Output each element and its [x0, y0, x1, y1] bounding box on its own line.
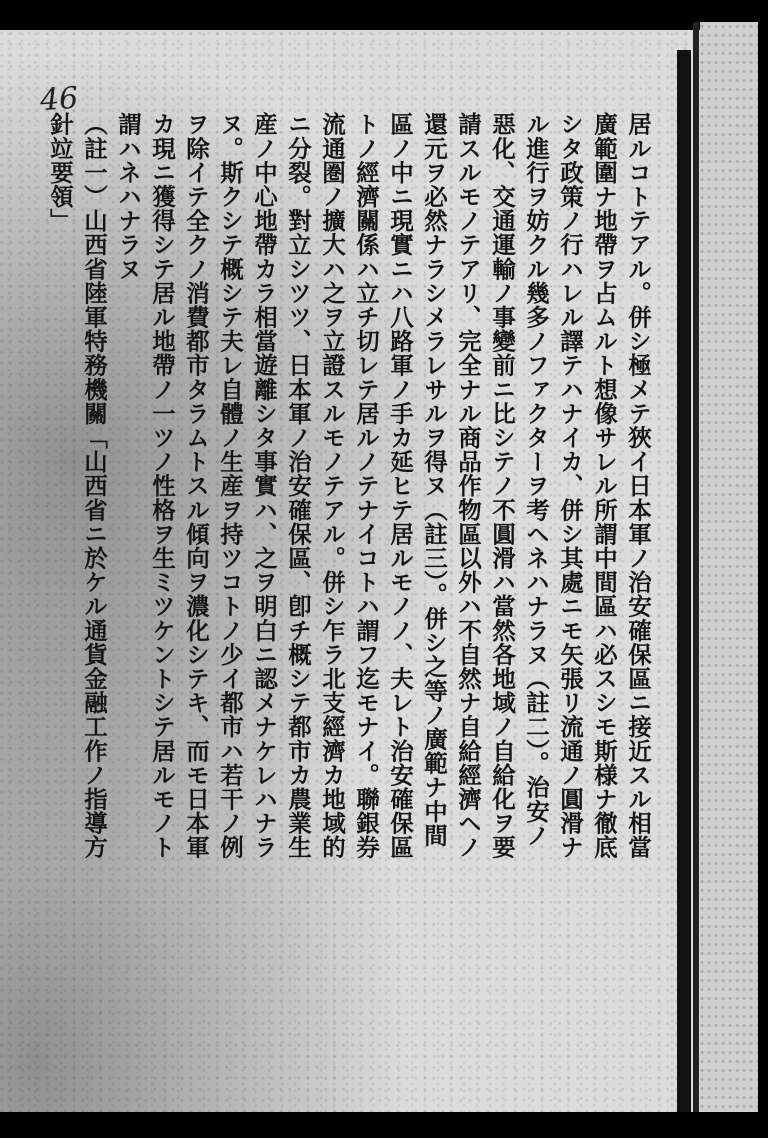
page-number: 46	[38, 80, 80, 119]
text-column: カ現ニ獲得シテ居ル地帶ノ一ツノ性格ヲ生ミツケントシテ居ルモノト	[148, 112, 176, 860]
text-column: ニ分裂。對立シツツ、日本軍ノ治安確保區、卽チ概シテ都市カ農業生	[284, 112, 312, 860]
text-column: 産ノ中心地帶カラ相當遊離シタ事實ハ、之ヲ明白ニ認メナケレハナラ	[250, 112, 278, 860]
page-edge-line	[693, 22, 699, 1117]
text-column: シタ政策ノ行ハレル譯テハナイカ、併シ其處ニモ矢張リ流通ノ圓滑ナ	[556, 112, 584, 860]
text-column: ヲ除イテ全クノ消費都市タラムトスル傾向ヲ濃化シテキ、而モ日本軍	[182, 112, 210, 860]
text-column: 惡化、交通運輸ノ事變前ニ比シテノ不圓滑ハ當然各地域ノ自給化ヲ要	[488, 112, 516, 860]
footnote-line: （註一）山西省陸軍特務機關「山西省ニ於ケル通貨金融工作ノ指導方	[80, 112, 108, 860]
text-column: 居ルコトテアル。併シ極メテ狹イ日本軍ノ治安確保區ニ接近スル相當	[624, 112, 652, 860]
text-column: 請スルモノテアリ、完全ナル商品作物區以外ハ不自然ナ自給經濟ヘノ	[454, 112, 482, 860]
scan-border-bottom	[0, 1112, 768, 1138]
scan-border-top	[0, 0, 768, 32]
text-column: 流通圏ノ擴大ハ之ヲ立證スルモノテアル。併シ乍ラ北支經濟カ地域的	[318, 112, 346, 860]
text-column: トノ經濟關係ハ立チ切レテ居ルノテナイコトハ謂フ迄モナイ。聯銀券	[352, 112, 380, 860]
vertical-text-body	[46, 112, 655, 992]
footnote-continuation: 針竝要領」	[46, 112, 74, 233]
adjacent-page-strip	[700, 22, 758, 1117]
text-column: 謂ハネハナラヌ	[114, 112, 142, 281]
text-column: 還元ヲ必然ナラシメラレサルヲ得ヌ（註三）。併シ之等ノ廣範ナ中間	[420, 112, 448, 848]
text-column: ル進行ヲ妨クル幾多ノファクターヲ考ヘネハナラヌ（註二）。治安ノ	[522, 112, 550, 848]
text-column: ヌ。斯クシテ概シテ夫レ自體ノ生産ヲ持ツコトノ少イ都市ハ若干ノ例	[216, 112, 244, 860]
text-column: 區ノ中ニ現實ニハ八路軍ノ手カ延ヒテ居ルモノノ、夫レト治安確保區	[386, 112, 414, 860]
text-column: 廣範圍ナ地帶ヲ占ムルト想像サレル所謂中間區ハ必スシモ斯様ナ徹底	[590, 112, 618, 860]
page-gutter-shadow	[677, 50, 691, 1120]
